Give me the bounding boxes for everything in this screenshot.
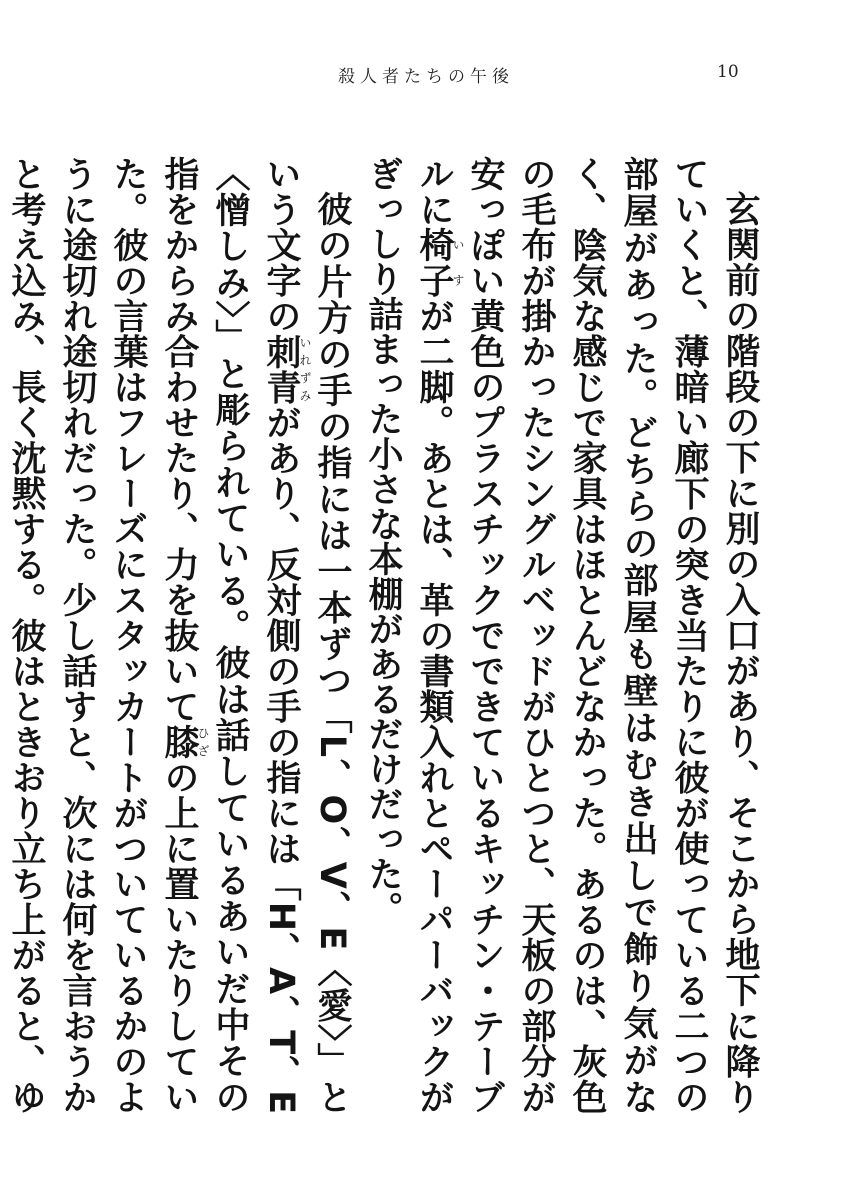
ruby-reading-isu: いす xyxy=(451,227,465,298)
ruby-reading-hiza: ひざ xyxy=(196,724,210,759)
ruby-hiza: 膝ひざ xyxy=(159,724,210,760)
page-number: 10 xyxy=(717,62,739,82)
body-text xyxy=(0,156,765,1114)
paragraph-2: 彼の片方の手の指には一本ずつ「L、O、V、E〈愛〉」という文字の刺青いれずみがあり、反対側の手の指には「H、A、T、E〈憎しみ〉」と彫られている。彼は話しているあいだ中その指をからみ合わせたり、力を抜いて膝ひざの上に置いたりしていた。彼の言葉はフレーズにスタッカートがついているかのように途切れ途切れだった。少し話すと、次には何を言おうかと考え込み、長く沈黙する。彼はときおり立ち上がると、ゆ xyxy=(6,156,352,1114)
ruby-isu: 椅子いす xyxy=(414,227,465,298)
ruby-irezumi: 刺青いれずみ xyxy=(261,333,312,405)
ruby-reading-irezumi: いれずみ xyxy=(298,333,312,405)
running-head-title: 殺人者たちの午後 xyxy=(338,67,514,87)
paragraph-1: 玄関前の階段の下に別の入口があり、そこから地下に降りていくと、薄暗い廊下の突き当たりに彼が使っている二つの部屋があった。どちらの部屋も壁はむき出しで飾り気がなく、陰気な感じで家具はほとんどなかった。あるのは、灰色の毛布が掛かったシングルベッドがひとつと、天板の部分が安っぽい黄色のプラスチックでできているキッチン・テーブルに椅子いすが二脚。あとは、革の書類入れとペーパーバックがぎっしり詰まった小さな本棚があるだけだった。 xyxy=(363,156,760,1114)
